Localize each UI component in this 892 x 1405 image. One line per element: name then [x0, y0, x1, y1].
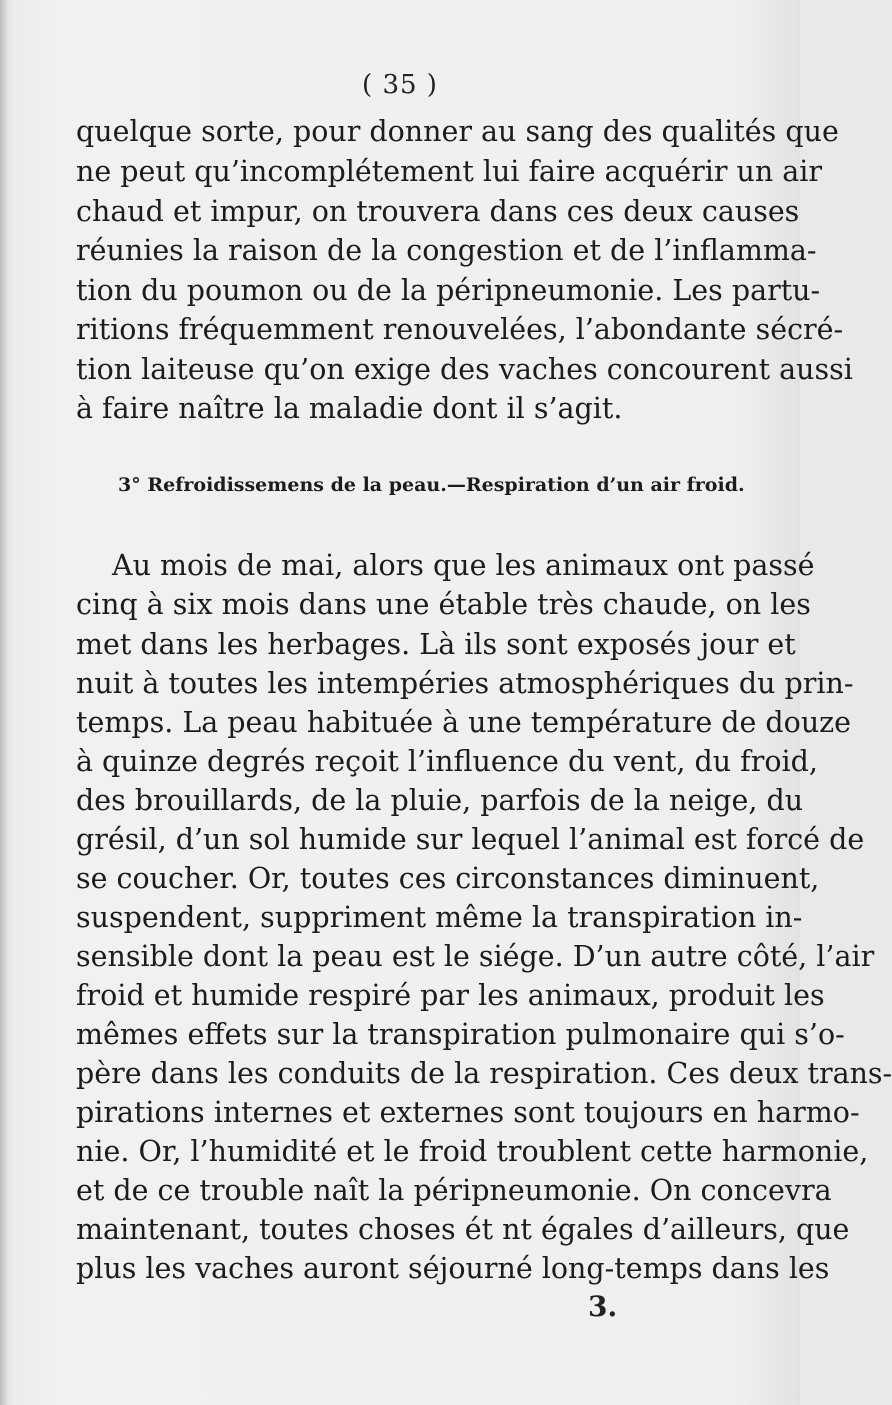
- text-line: chaud et impur, on trouvera dans ces deux causes: [76, 195, 800, 228]
- text-line: quelque sorte, pour donner au sang des qualités que: [76, 115, 839, 148]
- text-line: froid et humide respiré par les animaux, produit les: [76, 979, 825, 1012]
- text-line: à quinze degrés reçoit l’influence du vent, du froid,: [76, 745, 818, 778]
- text-line: réunies la raison de la congestion et de l’inflamma-: [76, 234, 817, 267]
- text-line: tion du poumon ou de la péripneumonie. Les partu-: [76, 274, 821, 307]
- text-line: cinq à six mois dans une étable très chaude, on les: [76, 588, 811, 621]
- text-line: et de ce trouble naît la péripneumonie. On concevra: [76, 1174, 832, 1207]
- text-line: des brouillards, de la pluie, parfois de la neige, du: [76, 784, 804, 817]
- text-line: suspendent, suppriment même la transpiration in-: [76, 901, 803, 934]
- text-line: tion laiteuse qu’on exige des vaches concourent aussi: [76, 353, 853, 386]
- text-line: nuit à toutes les intempéries atmosphériques du prin-: [76, 667, 854, 700]
- text-line: à faire naître la maladie dont il s’agit.: [76, 392, 623, 425]
- text-line: met dans les herbages. Là ils sont exposés jour et: [76, 628, 796, 661]
- page-number: ( 35 ): [362, 70, 438, 100]
- text-line: mêmes effets sur la transpiration pulmonaire qui s’o-: [76, 1018, 845, 1051]
- text-line: sensible dont la peau est le siége. D’un autre côté, l’air: [76, 940, 875, 973]
- text-line: nie. Or, l’humidité et le froid troublent cette harmonie,: [76, 1135, 869, 1168]
- text-line: Au mois de mai, alors que les animaux ont passé: [112, 549, 815, 582]
- text-line: grésil, d’un sol humide sur lequel l’animal est forcé de: [76, 823, 865, 856]
- text-line: ritions fréquemment renouvelées, l’abondante sécré-: [76, 313, 844, 346]
- page-gutter-shadow: [0, 0, 8, 1405]
- signature-mark: 3.: [588, 1290, 618, 1323]
- text-line: ne peut qu’incomplétement lui faire acquérir un air: [76, 155, 823, 188]
- text-line: temps. La peau habituée à une température de douze: [76, 706, 852, 739]
- text-line: plus les vaches auront séjourné long-temps dans les: [76, 1252, 830, 1285]
- text-line: père dans les conduits de la respiration. Ces deux trans-: [76, 1057, 892, 1090]
- text-line: pirations internes et externes sont toujours en harmo-: [76, 1096, 860, 1129]
- section-heading: 3° Refroidissemens de la peau.—Respiration d’un air froid.: [118, 474, 745, 496]
- text-line: se coucher. Or, toutes ces circonstances diminuent,: [76, 862, 820, 895]
- text-line: maintenant, toutes choses ét nt égales d’ailleurs, que: [76, 1213, 850, 1246]
